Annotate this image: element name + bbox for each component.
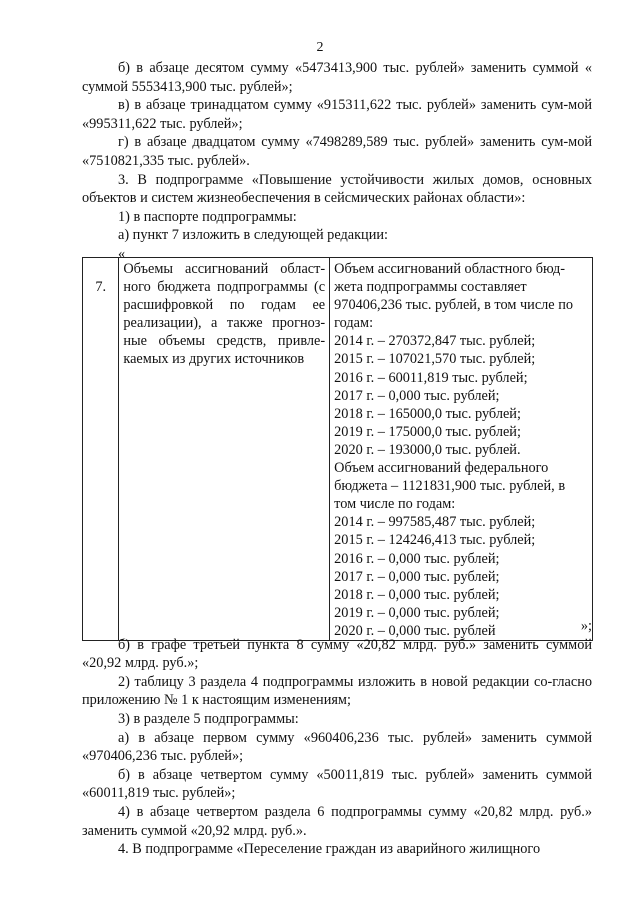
paragraph: в) в абзаце тринадцатом сумму «915311,622 тыс. рублей» заменить сум-мой «995311,622 тыс. рублей»; [82, 97, 592, 132]
row-content-cell [330, 258, 593, 641]
paragraph: 4) в абзаце четвертом раздела 6 подпрограммы сумму «20,82 млрд. руб.» заменить суммой «20,92 млрд. руб.». [82, 803, 592, 839]
content-line: 2018 г. – 165000,0 тыс. рублей; [334, 405, 521, 422]
content-line: 2017 г. – 0,000 тыс. рублей; [334, 568, 500, 585]
content-line: годам: [334, 315, 374, 332]
row-title-cell: Объемы ассигнований област-ного бюджета подпрограммы (с расшифровкой по годам ее реализации), а также прогноз-ные объемы средств, привле-каемых из других источников [119, 258, 330, 641]
top-text-block [82, 59, 592, 264]
paragraph: б) в графе третьей пункта 8 сумму «20,82 млрд. руб.» заменить суммой «20,92 млрд. руб.»; [82, 636, 592, 672]
table-row [83, 258, 593, 641]
content-line: Объем ассигнований областного бюд- [334, 261, 565, 277]
content-line: 2015 г. – 124246,413 тыс. рублей; [334, 532, 536, 549]
content-line: 2020 г. – 0,000 тыс. рублей [334, 622, 496, 639]
paragraph: 2) таблицу 3 раздела 4 подпрограммы изложить в новой редакции со-гласно приложению № 1 к настоящим изменениям; [82, 673, 592, 709]
paragraph: б) в абзаце четвертом сумму «50011,819 тыс. рублей» заменить суммой «60011,819 тыс. рублей»; [82, 766, 592, 802]
content-line: 970406,236 тыс. рублей, в том числе по [334, 297, 574, 314]
bottom-text-block [82, 617, 592, 859]
content-line: 2015 г. – 107021,570 тыс. рублей; [334, 351, 536, 368]
open-quote: « [118, 245, 126, 262]
paragraph: г) в абзаце двадцатом сумму «7498289,589 тыс. рублей» заменить сум-мой «7510821,335 тыс. рублей». [82, 134, 592, 169]
paragraph: б) в абзаце десятом сумму «5473413,900 тыс. рублей» заменить суммой « суммой 5553413,900 тыс. рублей»; [82, 60, 592, 95]
paragraph: а) пункт 7 изложить в следующей редакции: [118, 227, 388, 244]
content-line: том числе по годам: [334, 496, 456, 513]
content-line: 2019 г. – 175000,0 тыс. рублей; [334, 423, 521, 440]
content-line: Объем ассигнований федерального [334, 460, 549, 477]
content-line: жета подпрограммы составляет [334, 279, 527, 296]
content-line: 2016 г. – 0,000 тыс. рублей; [334, 550, 500, 567]
close-quote: »; [580, 618, 592, 634]
content-line: бюджета – 1121831,900 тыс. рублей, в [334, 478, 566, 495]
content-line: 2017 г. – 0,000 тыс. рублей; [334, 387, 500, 404]
row-number-cell: 7. [83, 258, 119, 641]
content-line: 2018 г. – 0,000 тыс. рублей; [334, 586, 500, 603]
content-line: 2019 г. – 0,000 тыс. рублей; [334, 604, 500, 621]
paragraph: 1) в паспорте подпрограммы: [118, 208, 297, 225]
content-line: 2020 г. – 193000,0 тыс. рублей. [334, 441, 521, 458]
content-line: 2014 г. – 270372,847 тыс. рублей; [334, 333, 536, 350]
content-line: 2016 г. – 60011,819 тыс. рублей; [334, 369, 528, 386]
page-number: 2 [316, 40, 324, 55]
passport-table [82, 257, 593, 641]
content-line: 2014 г. – 997585,487 тыс. рублей; [334, 514, 536, 531]
paragraph: 4. В подпрограмме «Переселение граждан из аварийного жилищного [118, 841, 541, 858]
paragraph: 3. В подпрограмме «Повышение устойчивости жилых домов, основных объектов и систем жизнеобеспечения в сейсмических районах области»: [82, 171, 592, 207]
paragraph: 3) в разделе 5 подпрограммы: [118, 710, 299, 727]
paragraph: а) в абзаце первом сумму «960406,236 тыс. рублей» заменить суммой «970406,236 тыс. рублей»; [82, 729, 592, 765]
